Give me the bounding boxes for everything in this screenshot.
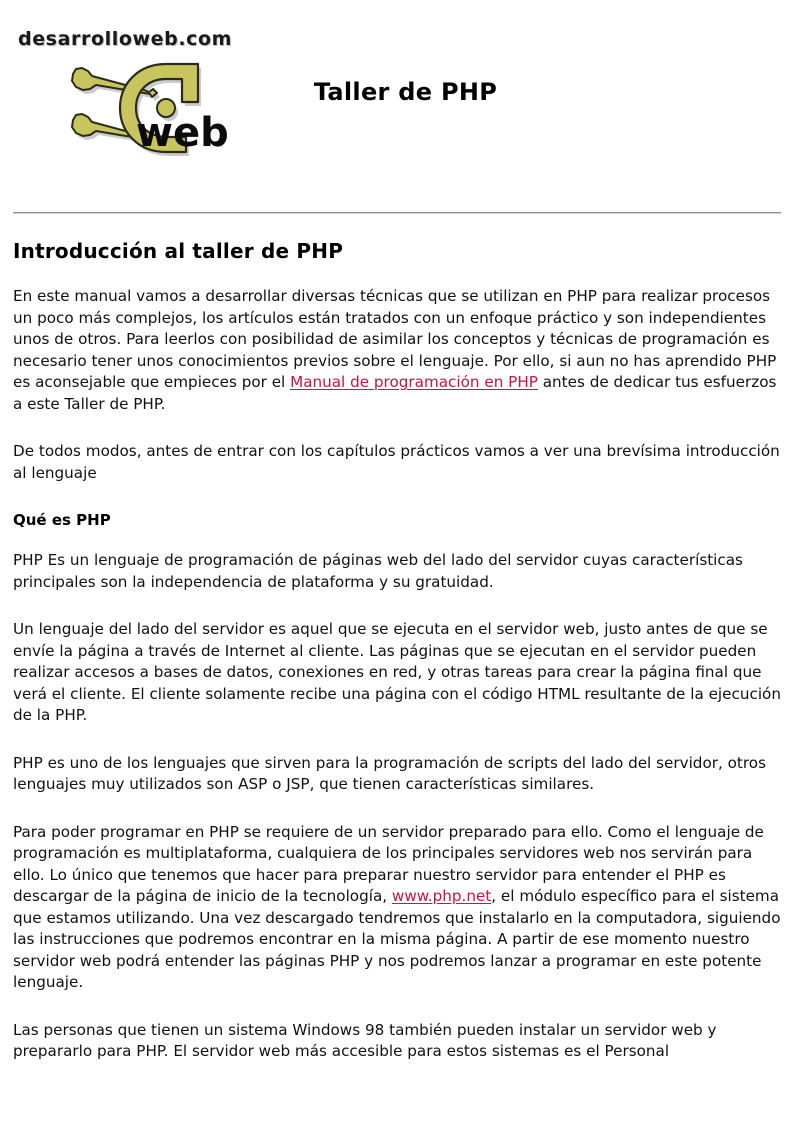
paragraph-server-setup-text-after: , el módulo específico para el sistema que estamos utilizando. Una vez descargado tendremos que instalarlo en la computadora, siguiendo las instrucciones que podremos encontrar en la misma página. A partir de ese momento nuestro servidor web podrá entender las páginas PHP y nos podremos lanzar a programar en este potente lenguaje.	[13, 887, 781, 991]
logo-inner-web-text: web	[136, 110, 229, 156]
document-body	[13, 238, 781, 1089]
divider-line-shadow	[13, 213, 781, 214]
logo-artwork	[16, 58, 241, 163]
page-header	[0, 0, 793, 185]
header-divider	[13, 212, 781, 215]
paragraph-server-setup-text-before: Para poder programar en PHP se requiere de un servidor preparado para ello. Como el lenguaje de programación es multiplataforma, cualquiera de los principales servidores web nos servirán para ello. Lo único que tenemos que hacer para preparar nuestro servidor para entender el PHP es descargar de la página de inicio de la tecnología,	[13, 822, 764, 905]
paragraph-server-side: Un lenguaje del lado del servidor es aquel que se ejecuta en el servidor web, justo antes de que se envíe la página a través de Internet al cliente. Las páginas que se ejecutan en el servidor pueden realizar accesos a bases de datos, conexiones en red, y otras tareas para crear la página final que verá el cliente. El cliente solamente recibe una página con el código HTML resultante de la ejecución de la PHP.	[13, 620, 781, 724]
page-title: Taller de PHP	[313, 78, 498, 106]
paragraph-intro-text-before: En este manual vamos a desarrollar diversas técnicas que se utilizan en PHP para realizar procesos un poco más complejos, los artículos están tratados con un enfoque práctico y son independientes unos de otros. Para leerlos con posibilidad de asimilar los conceptos y técnicas de programación es necesario tener unos conocimientos previos sobre el lenguaje. Por ello, si aun no has aprendido PHP es aconsejable que empieces por el	[13, 287, 777, 391]
paragraph-server-setup	[13, 822, 781, 994]
paragraph-brief-intro: De todos modos, antes de entrar con los capítulos prácticos vamos a ver una brevísima introducción al lenguaje	[13, 442, 780, 482]
paragraph-php-definition: PHP Es un lenguaje de programación de páginas web del lado del servidor cuyas características principales son la independencia de plataforma y su gratuidad.	[13, 551, 743, 591]
subsection-heading-que-es-php: Qué es PHP	[13, 511, 111, 529]
paragraph-intro-text-after: antes de dedicar tus esfuerzos a este Taller de PHP.	[13, 373, 777, 413]
logo-wordmark-text: desarrolloweb.com	[18, 28, 233, 50]
paragraph-windows98: Las personas que tienen un sistema Windows 98 también pueden instalar un servidor web y prepararlo para PHP. El servidor web más accesible para estos sistemas es el Personal	[13, 1020, 717, 1060]
section-heading: Introducción al taller de PHP	[13, 239, 344, 263]
link-manual-programacion-php[interactable]: Manual de programación en PHP	[290, 373, 538, 391]
paragraph-intro	[13, 286, 781, 415]
link-php-net[interactable]: www.php.net	[391, 887, 492, 905]
paragraph-scripting-languages: PHP es uno de los lenguajes que sirven para la programación de scripts del lado del servidor, otros lenguajes muy utilizados son ASP o JSP, que tienen características similares.	[13, 753, 767, 793]
